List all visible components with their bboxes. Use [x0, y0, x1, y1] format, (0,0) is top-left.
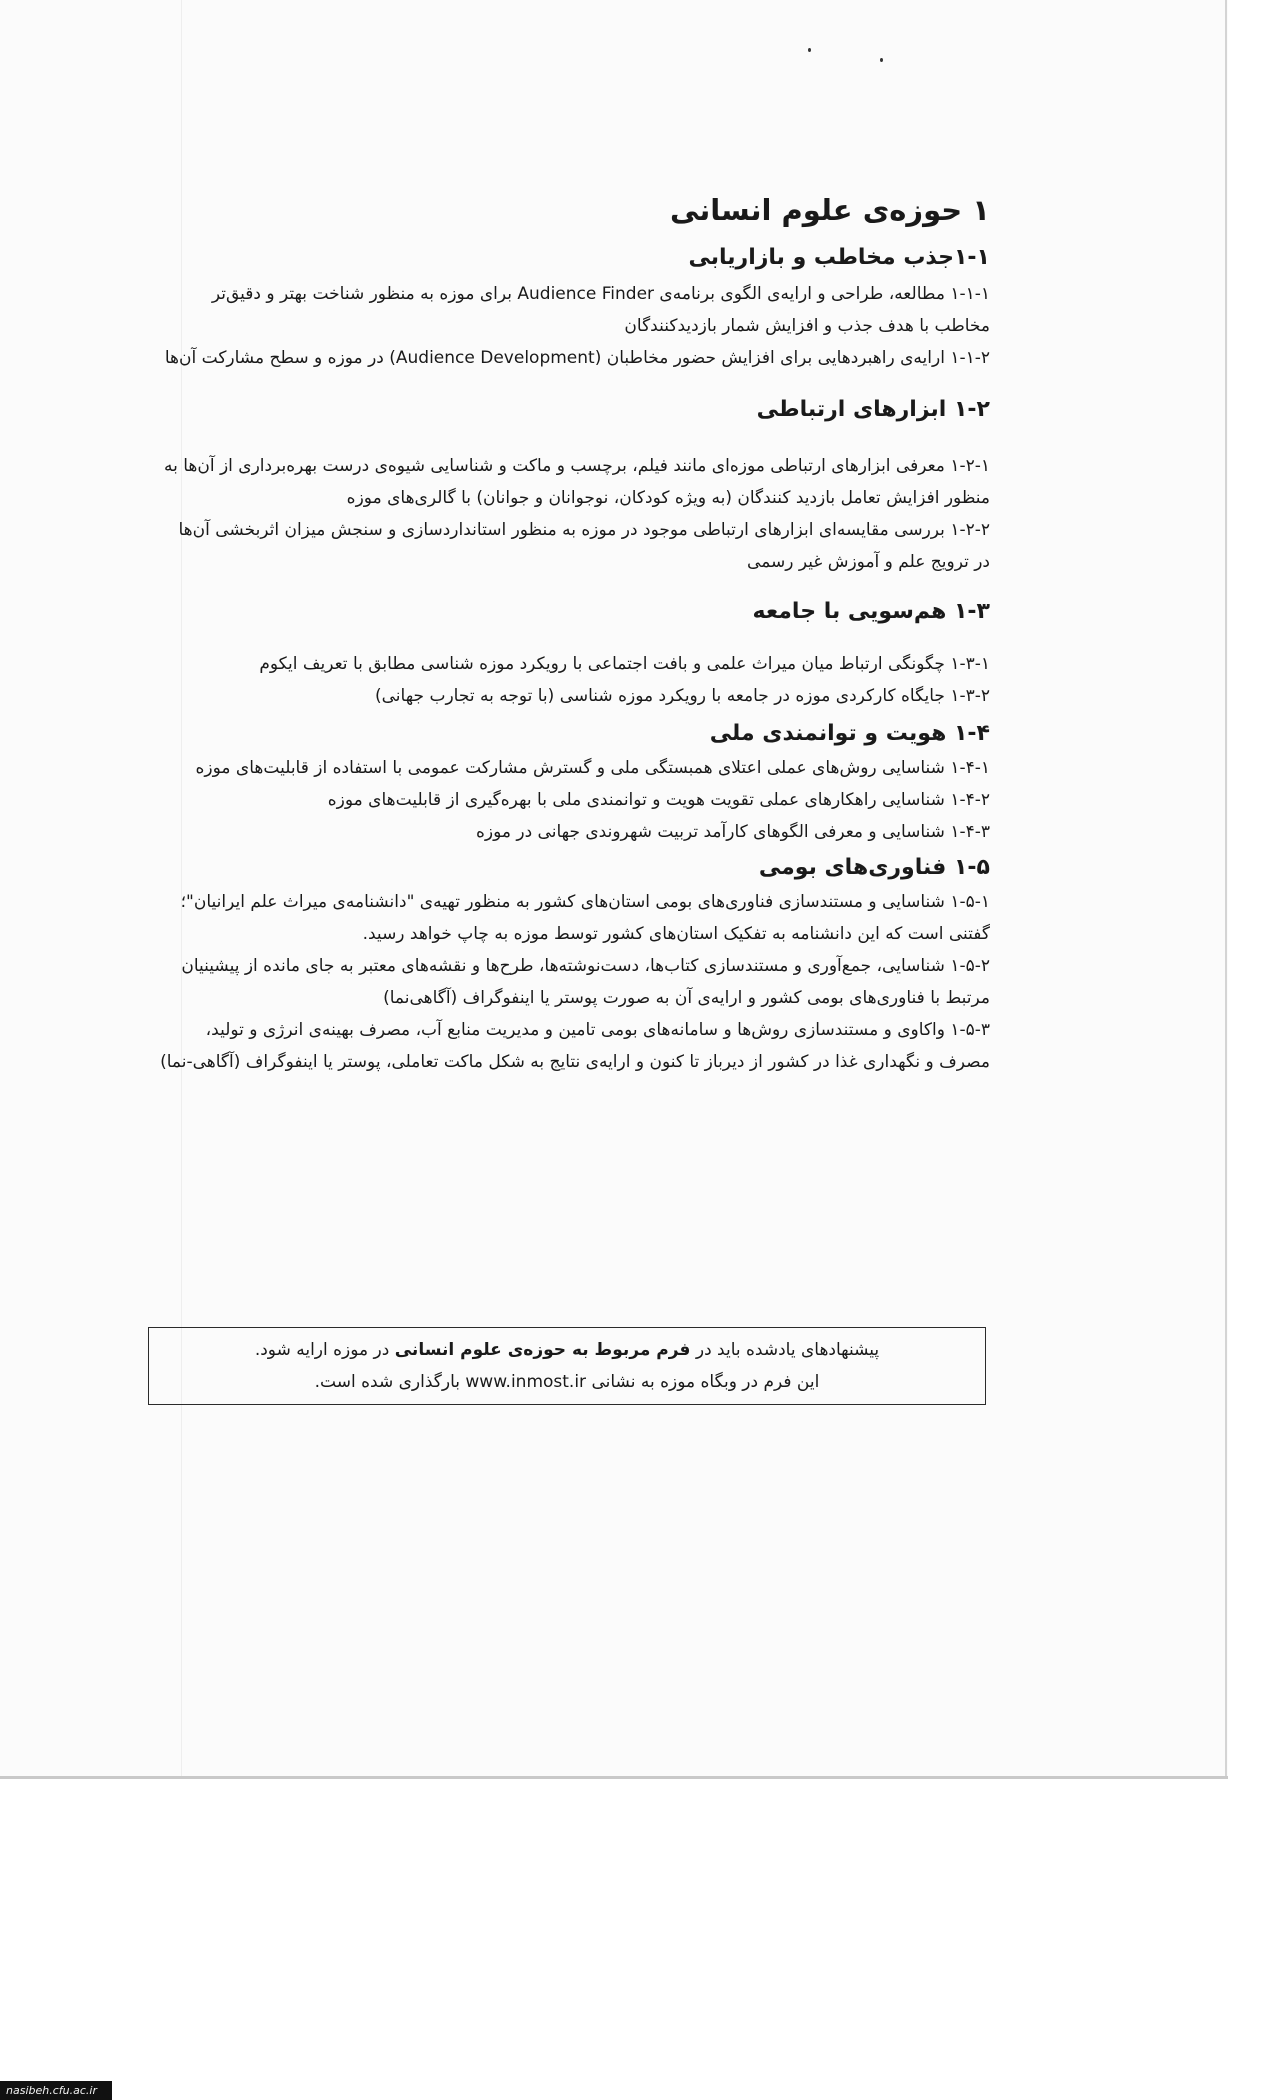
- section-heading: ۱-۵ فناوری‌های بومی: [758, 855, 990, 880]
- document-body: [160, 190, 990, 1078]
- list-item: [160, 784, 990, 816]
- scan-speck: [880, 58, 883, 62]
- list-item: [160, 514, 990, 578]
- page-edge-right: [1225, 0, 1227, 1778]
- item-text: ۱-۳-۱ چگونگی ارتباط میان میراث علمی و بافت اجتماعی با رویکرد موزه شناسی مطابق با تعریف ایکوم: [259, 654, 990, 674]
- notice-prefix: پیشنهادهای یادشده باید در: [695, 1340, 880, 1360]
- item-text: ۱-۳-۲ جایگاه کارکردی موزه در جامعه با رویکرد موزه شناسی (با توجه به تجارب جهانی): [375, 686, 990, 706]
- item-text: ۱-۱-۱ مطالعه، طراحی و ارایه‌ی الگوی برنامه‌ی Audience Finder برای موزه به منظور شناخت بهتر و دقیق‌تر مخاطب با هدف جذب و افزایش شمار بازدیدکنندگان: [211, 284, 990, 336]
- list-item: [160, 342, 990, 374]
- section-national-identity: [160, 716, 990, 848]
- section-audience: [160, 240, 990, 374]
- list-item: [160, 950, 990, 1014]
- page-edge-bottom: [0, 1776, 1228, 1779]
- notice-line-1: [149, 1334, 985, 1366]
- section-heading: ۱-۲ ابزارهای ارتباطی: [756, 397, 990, 422]
- section-communication-tools: [160, 392, 990, 578]
- section-heading: ۱-۱جذب مخاطب و بازاریابی: [688, 245, 990, 270]
- item-text: ۱-۲-۱ معرفی ابزارهای ارتباطی موزه‌ای مانند فیلم، برچسب و ماکت و شناسایی شیوه‌ی درست بهره‌برداری از آن‌ها به منظور افزایش تعامل بازدید کنندگان (به ویژه کودکان، نوجوانان و جوانان) با گالری‌های موزه: [163, 456, 990, 508]
- item-text: ۱-۲-۲ بررسی مقایسه‌ای ابزارهای ارتباطی موجود در موزه به منظور استانداردسازی و سنجش میزان اثربخشی آن‌ها در ترویج علم و آموزش غیر رسمی: [178, 520, 990, 572]
- notice-suffix: در موزه ارایه شود.: [254, 1340, 390, 1360]
- list-item: [160, 648, 990, 680]
- section-community: [160, 594, 990, 712]
- item-text: ۱-۴-۱ شناسایی روش‌های عملی اعتلای همبستگی ملی و گسترش مشارکت عمومی با استفاده از قابلیت‌های موزه: [195, 758, 990, 778]
- list-item: [160, 752, 990, 784]
- notice-line-2: این فرم در وبگاه موزه به نشانی www.inmost.ir بارگذاری شده است.: [314, 1372, 820, 1392]
- item-text: ۱-۱-۲ ارایه‌ی راهبردهایی برای افزایش حضور مخاطبان (Audience Development) در موزه و سطح مشارکت آن‌ها: [164, 348, 990, 368]
- item-text: ۱-۵-۱ شناسایی و مستندسازی فناوری‌های بومی استان‌های کشور به منظور تهیه‌ی "دانشنامه‌ی میراث علم ایرانیان"؛ گفتنی است که این دانشنامه به تفکیک استان‌های کشور توسط موزه به چاپ خواهد رسید.: [180, 892, 990, 944]
- list-item: [160, 450, 990, 514]
- item-text: ۱-۴-۳ شناسایی و معرفی الگوهای کارآمد تربیت شهروندی جهانی در موزه: [475, 822, 990, 842]
- item-text: ۱-۵-۲ شناسایی، جمع‌آوری و مستندسازی کتاب‌ها، دست‌نوشته‌ها، طرح‌ها و نقشه‌های معتبر به جای مانده از پیشینیان مرتبط با فناوری‌های بومی کشور و ارایه‌ی آن به صورت پوستر یا اینفوگراف (آگاهی‌نما): [181, 956, 990, 1008]
- site-watermark: nasibeh.cfu.ac.ir: [0, 2081, 112, 2100]
- list-item: [160, 278, 990, 342]
- notice-bold: فرم مربوط به حوزه‌ی علوم انسانی: [394, 1340, 691, 1360]
- list-item: [160, 886, 990, 950]
- list-item: [160, 1014, 990, 1078]
- scan-speck: [808, 48, 811, 52]
- notice-box: [148, 1327, 986, 1405]
- section-heading: ۱-۳ هم‌سویی با جامعه: [752, 599, 990, 624]
- section-heading: ۱-۴ هویت و توانمندی ملی: [709, 721, 990, 746]
- section-indigenous-tech: [160, 850, 990, 1078]
- main-title: ۱ حوزه‌ی علوم انسانی: [669, 193, 990, 227]
- list-item: [160, 816, 990, 848]
- item-text: ۱-۴-۲ شناسایی راهکارهای عملی تقویت هویت و توانمندی ملی با بهره‌گیری از قابلیت‌های موزه: [327, 790, 990, 810]
- list-item: [160, 680, 990, 712]
- item-text: ۱-۵-۳ واکاوی و مستندسازی روش‌ها و سامانه‌های بومی تامین و مدیریت منابع آب، مصرف بهینه‌ی انرژی و تولید، مصرف و نگهداری غذا در کشور از دیرباز تا کنون و ارایه‌ی نتایج به شکل ماکت تعاملی، پوستر یا اینفوگراف (آگاهی-نما): [160, 1020, 990, 1072]
